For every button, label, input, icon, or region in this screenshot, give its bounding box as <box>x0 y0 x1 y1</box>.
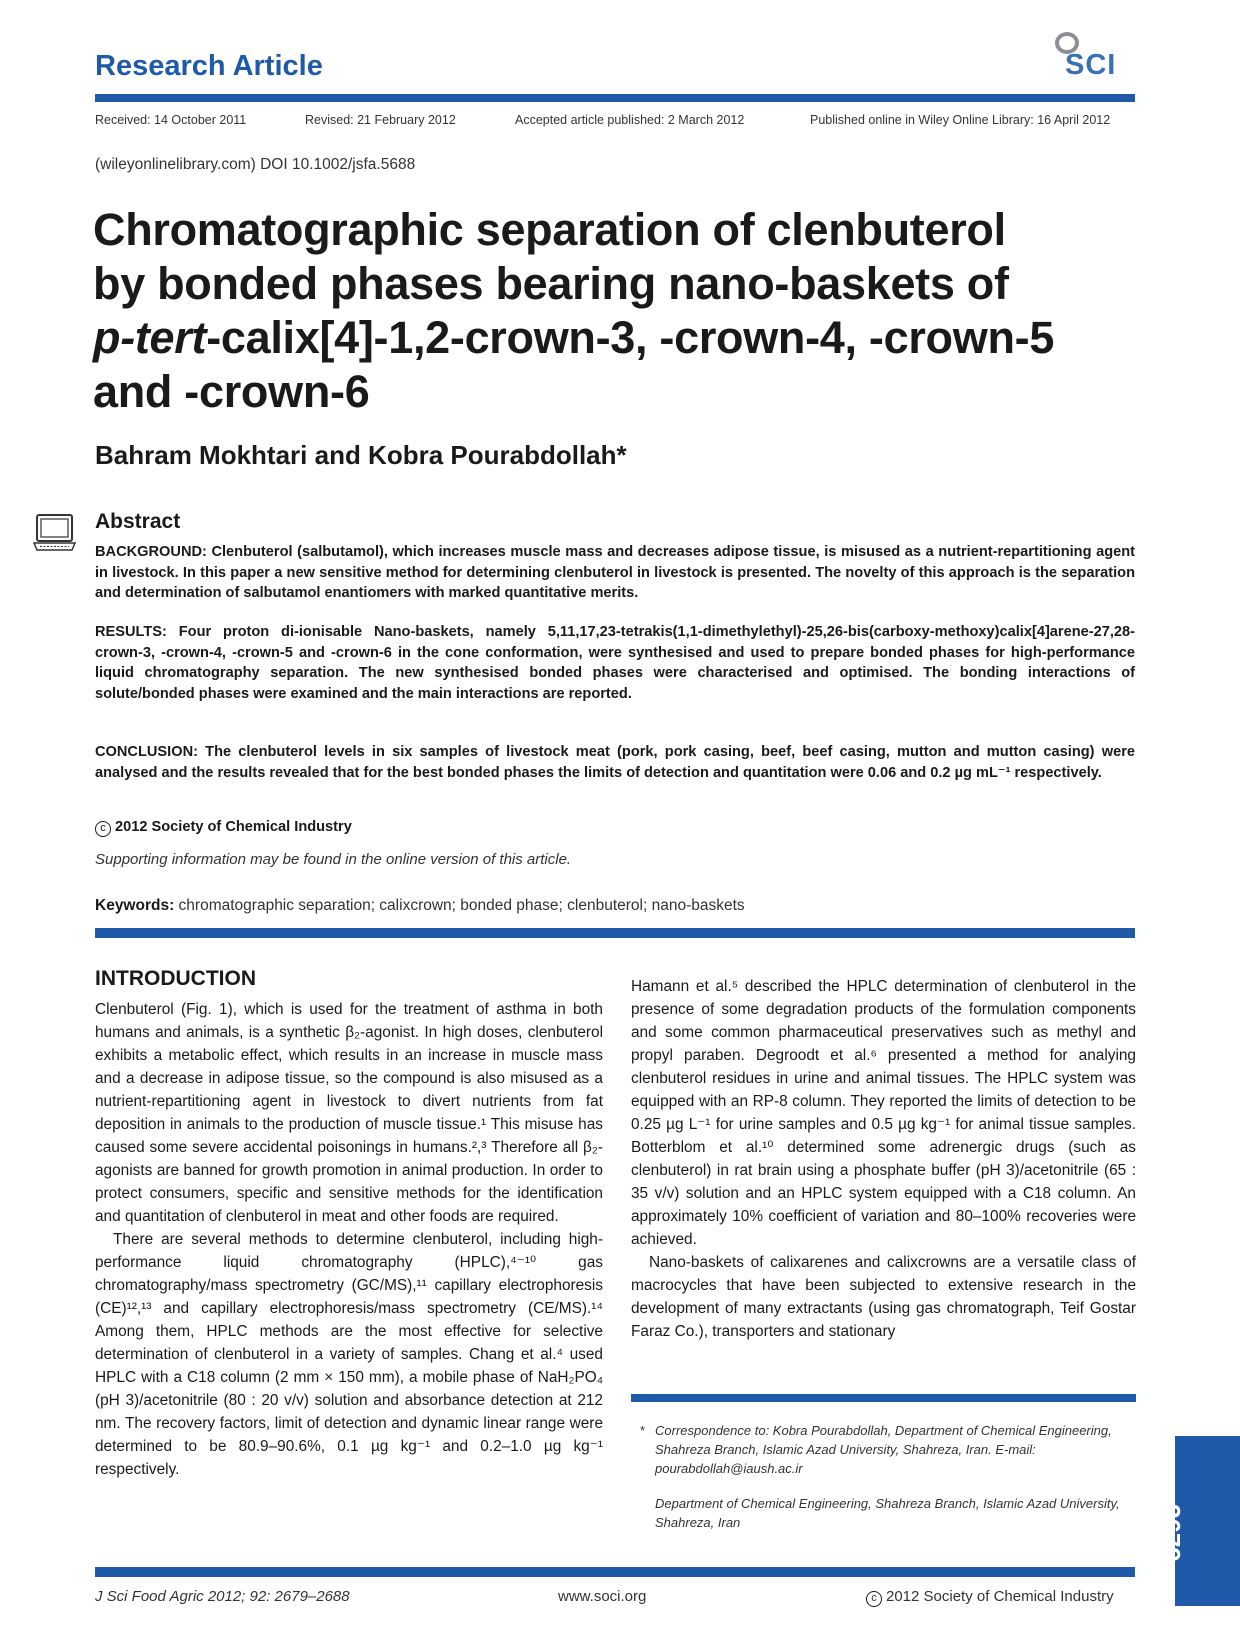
footnote-divider <box>631 1394 1136 1402</box>
right-column <box>631 975 1136 1343</box>
title-line-2: by bonded phases bearing nano-baskets of <box>93 258 1009 309</box>
intro-paragraph-4: Nano-baskets of calixarenes and calixcrowns are a versatile class of macrocycles that have been subjected to extensive research in the development of many extractants (using gas chromatograph, Teif Gostar Faraz Co.), transporters and stationary <box>631 1254 1136 1340</box>
footer-copyright-text: 2012 Society of Chemical Industry <box>886 1588 1114 1605</box>
top-divider <box>95 94 1135 102</box>
footnote-star: * <box>640 1423 646 1438</box>
footer-copyright <box>866 1588 1114 1607</box>
doi-link[interactable]: (wileyonlinelibrary.com) DOI 10.1002/jsfa.5688 <box>95 156 416 173</box>
introduction-heading: INTRODUCTION <box>95 967 256 990</box>
published-date: Published online in Wiley Online Library: 16 April 2012 <box>810 113 1111 127</box>
copyright-icon: c <box>95 821 111 837</box>
keywords-list: chromatographic separation; calixcrown; bonded phase; clenbuterol; nano-baskets <box>174 897 745 914</box>
authors: Bahram Mokhtari and Kobra Pourabdollah* <box>95 440 627 470</box>
correspondence-footnote: Correspondence to: Kobra Pourabdollah, Department of Chemical Engineering, Shahreza Branch, Islamic Azad University, Shahreza, Iran. E-mail: pourabdollah@iaush.ac.ir <box>655 1423 1112 1476</box>
page-number: 2679 <box>1156 1504 1186 1562</box>
abstract-conclusion: CONCLUSION: The clenbuterol levels in six samples of livestock meat (pork, pork casing, beef, beef casing, mutton and mutton casing) were analysed and the results revealed that for the best bonded phases the limits of detection and quantitation were 0.06 and 0.2 µg mL⁻¹ respectively. <box>95 744 1135 781</box>
sci-logo <box>1055 30 1135 82</box>
bottom-divider <box>95 1567 1135 1577</box>
revised-date: Revised: 21 February 2012 <box>305 113 456 127</box>
section-label: Research Article <box>95 50 323 82</box>
keywords-label: Keywords: <box>95 897 175 914</box>
abstract-divider <box>95 928 1135 938</box>
title-line-1: Chromatographic separation of clenbuterol <box>93 204 1006 255</box>
footer-copyright-icon: c <box>866 1591 882 1607</box>
abstract-copyright <box>95 819 352 837</box>
intro-paragraph-2: There are several methods to determine clenbuterol, including high-performance liquid chromatography (HPLC),⁴⁻¹⁰ gas chromatography/mass spectrometry (GC/MS),¹¹ capillary electrophoresis (CE)¹²,¹³ and capillary electrophoresis/mass spectrometry (CE/MS).¹⁴ Among them, HPLC methods are the most effective for selective determination of clenbuterol in a variety of samples. Chang et al.⁴ used HPLC with a C18 column (2 mm × 150 mm), a mobile phase of NaH₂PO₄ (pH 3)/acetonitrile (80 : 20 v/v) solution and absorbance detection at 212 nm. The recovery factors, limit of detection and dynamic linear range were determined to be 80.9–90.6%, 0.1 µg kg⁻¹ and 0.2–1.0 µg kg⁻¹ respectively. <box>95 1231 603 1478</box>
accepted-date: Accepted article published: 2 March 2012 <box>515 113 745 127</box>
title-line-4: and -crown-6 <box>93 366 370 417</box>
laptop-icon <box>32 513 77 555</box>
affiliation-footnote: Department of Chemical Engineering, Shahreza Branch, Islamic Azad University, Shahreza, Iran <box>655 1496 1120 1530</box>
title-italic-prefix: p-tert <box>93 312 207 363</box>
intro-paragraph-1: Clenbuterol (Fig. 1), which is used for the treatment of asthma in both humans and animals, is a synthetic β₂-agonist. In high doses, clenbuterol exhibits a metabolic effect, which results in an increase in muscle mass and a decrease in adipose tissue, so the compound is also misused as a nutrient-repartitioning agent in livestock to divert nutrients from fat deposition in animals to the production of muscle tissue.¹ This misuse has caused some severe accidental poisonings in humans.²,³ Therefore all β₂-agonists are banned for growth promotion in animal production. In order to protect consumers, specific and sensitive methods for the identification and quantitation of clenbuterol in meat and other foods are required. <box>95 1001 603 1225</box>
article-title <box>93 203 1143 419</box>
abstract-background: BACKGROUND: Clenbuterol (salbutamol), which increases muscle mass and decreases adipose tissue, is misused as a nutrient-repartitioning agent in livestock. In this paper a new sensitive method for determining clenbuterol in livestock is presented. The novelty of this approach is the separation and determination of salbutamol enantiomers with marked quantitative merits. <box>95 544 1135 601</box>
title-line-3 <box>93 311 1143 365</box>
abstract-results: RESULTS: Four proton di-ionisable Nano-baskets, namely 5,11,17,23-tetrakis(1,1-dimethylethyl)-25,26-bis(carboxy-methoxy)calix[4]arene-27,28-crown-3, -crown-4, -crown-5 and -crown-6 in the cone conformation, were synthesised and used to prepare bonded phases for high-performance liquid chromatography separation. The new synthesised bonded phases were characterised and optimised. The bonding interactions of solute/bonded phases were examined and the main interactions are reported. <box>95 624 1135 702</box>
abstract-heading: Abstract <box>95 510 181 533</box>
abstract-copyright-text: 2012 Society of Chemical Industry <box>115 819 352 835</box>
logo-text: SCI <box>1065 49 1117 81</box>
footer-citation: J Sci Food Agric 2012; 92: 2679–2688 <box>95 1588 350 1605</box>
footer-website[interactable]: www.soci.org <box>558 1588 647 1605</box>
supporting-info: Supporting information may be found in the online version of this article. <box>95 851 572 868</box>
left-column <box>95 998 603 1481</box>
title-line-3-rest: -calix[4]-1,2-crown-3, -crown-4, -crown-5 <box>206 312 1055 363</box>
received-date: Received: 14 October 2011 <box>95 113 247 127</box>
intro-paragraph-3: Hamann et al.⁵ described the HPLC determination of clenbuterol in the presence of some degradation products of the formulation components and some common pharmaceutical preservatives such as methyl and propyl paraben. Degroodt et al.⁶ presented a method for analying clenbuterol residues in urine and animal tissues. The HPLC system was equipped with an RP-8 column. They reported the limits of detection to be 0.25 µg L⁻¹ for urine samples and 0.5 µg kg⁻¹ for animal tissue samples. Botterblom et al.¹⁰ determined some adrenergic drugs (such as clenbuterol) in rat brain using a phosphate buffer (pH 3)/acetonitrile (65 : 35 v/v) solution and an HPLC system equipped with a C18 column. An approximately 10% coefficient of variation and 80–100% recoveries were achieved. <box>631 978 1136 1248</box>
keywords <box>95 897 745 915</box>
